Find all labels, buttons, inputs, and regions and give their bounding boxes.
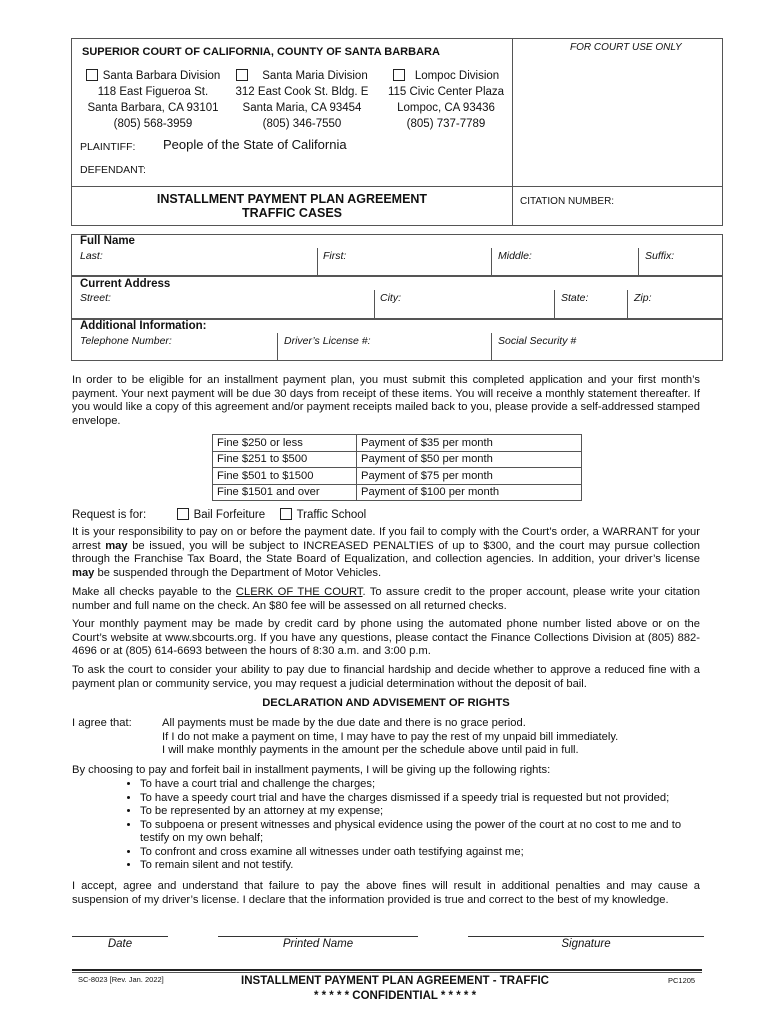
declaration-heading: DECLARATION AND ADVISEMENT OF RIGHTS [262,697,510,709]
agree-label: I agree that: [72,717,132,729]
cell: Payment of $100 per month [357,484,582,501]
divider [627,290,628,319]
fine-schedule-table [212,434,582,501]
cell: Fine $501 to $1500 [213,468,357,485]
state-field[interactable]: State: [561,292,589,304]
plaintiff-label: PLAINTIFF: [80,141,136,153]
form-id: SC-8023 [Rev. Jan. 2022] [78,975,164,984]
text: Make all checks payable to the [72,586,236,598]
form-title: INSTALLMENT PAYMENT PLAN AGREEMENT TRAFFIC CASES [156,192,428,220]
middle-name-field[interactable]: Middle: [498,250,532,262]
city-field[interactable]: City: [380,292,401,304]
text: . To assure credit to the proper account, please write your citation number and full name on the check. An $80 fee will be assessed on all returned checks. [72,586,700,612]
list-item: • To confront and cross examine all witnesses under oath testifying against me; [140,846,700,860]
divider [277,333,278,361]
text: may [72,566,95,579]
ssn-field[interactable]: Social Security # [498,335,577,347]
first-name-field[interactable]: First: [323,250,347,262]
signature-line[interactable] [468,936,704,937]
text: may [105,539,128,552]
divider [491,248,492,276]
hardship-paragraph: To ask the court to consider your ability to pay due to financial hardship and decide whether to approve a reduced fine with a payment plan or community service, you may request a judicial determination without the deposit of bail. [72,664,700,690]
list-item: • To have a speedy court trial and have the charges dismissed if a speedy trial is requested but not provided; [140,792,700,806]
street-field[interactable]: Street: [80,292,111,304]
agree-list [162,717,702,758]
divider [317,248,318,276]
footer-confidential: * * * * * CONFIDENTIAL * * * * * [313,990,477,1002]
printed-name-line[interactable] [218,936,418,937]
suffix-field[interactable]: Suffix: [645,250,675,262]
request-label: Request is for: [72,509,147,521]
divider [638,248,639,276]
lompoc-checkbox[interactable] [393,69,405,81]
footer-code: PC1205 [668,976,696,985]
court-use-divider [512,38,513,226]
text: be suspended through the Department of Motor Vehicles. [94,566,382,579]
santa-maria-checkbox[interactable] [236,69,248,81]
agree-item: I will make monthly payments in the amount per the schedule above until paid in full. [162,744,579,756]
cell: Fine $1501 and over [213,484,357,501]
signature-label: Signature [561,938,611,950]
table-row [213,451,582,468]
list-item: • To be represented by an attorney at my expense; [140,805,700,819]
division-santa-maria: Santa Maria Division 312 East Cook St. Bldg. E Santa Maria, CA 93454 (805) 346-7550 [235,70,369,130]
telephone-field[interactable]: Telephone Number: [80,335,172,347]
bail-forfeiture-label: Bail Forfeiture [193,509,266,521]
division-santa-barbara: Santa Barbara Division 118 East Figueroa St. Santa Barbara, CA 93101 (805) 568-3959 [87,70,221,130]
footer-line-2 [72,972,702,973]
checks-paragraph [72,586,700,613]
text: CLERK OF THE COURT [235,586,363,598]
footer-title: INSTALLMENT PAYMENT PLAN AGREEMENT - TRAFFIC [241,975,549,987]
footer-line-1 [72,969,702,971]
intro-paragraph: In order to be eligible for an installment payment plan, you must submit this completed application and your first month’s payment. Your next payment will be due 30 days from receipt of these items. You will receive a monthly statement thereafter. If you would like a copy of this agreement and/or payment receipts mailed back to you, please provide a self-addressed stamped envelope. [72,374,700,427]
rights-intro: By choosing to pay and forfeit bail in installment payments, I will be giving up the following rights: [72,764,551,776]
list-item: • To remain silent and not testify. [140,859,700,873]
full-name-section [71,234,723,276]
court-title: SUPERIOR COURT OF CALIFORNIA, COUNTY OF SANTA BARBARA [82,46,440,58]
responsibility-paragraph [72,526,700,580]
printed-name-label: Printed Name [282,938,354,950]
list-item: • To subpoena or present witnesses and physical evidence using the power of the court at no cost to me and to testify on my own behalf; [140,819,700,846]
zip-field[interactable]: Zip: [634,292,652,304]
text: be issued, you will be subject to INCREASED PENALTIES of up to $300, and the court may pursue collection through the Franchise Tax Board, the State Board of Equalization, and collection agencies. In addition, your driver’s license [72,539,700,565]
citation-number-label[interactable]: CITATION NUMBER: [520,196,615,207]
traffic-school-label: Traffic School [296,509,367,521]
list-item: • To have a court trial and challenge the charges; [140,778,700,792]
defendant-divider [71,186,513,187]
agree-item: All payments must be made by the due date and there is no grace period. [162,717,526,729]
acceptance-paragraph: I accept, agree and understand that failure to pay the above fines will result in additional penalties and may cause a suspension of my driver’s license. I declare that the information provided is true and correct to the best of my knowledge. [72,880,700,906]
traffic-school-checkbox[interactable] [280,508,292,520]
text: It is your responsibility to pay on or before the payment date. If you fail to comply with the Court’s order, a WARRANT for your arrest [72,526,700,552]
divider [554,290,555,319]
drivers-license-field[interactable]: Driver’s License #: [284,335,371,347]
cell: Fine $250 or less [213,435,357,452]
cell: Payment of $35 per month [357,435,582,452]
plaintiff-value[interactable]: People of the State of California [163,137,347,152]
date-label: Date [107,938,133,950]
division-lompoc: Lompoc Division 115 Civic Center Plaza Lompoc, CA 93436 (805) 737-7789 [387,70,505,130]
date-line[interactable] [72,936,168,937]
table-row [213,435,582,452]
bail-forfeiture-checkbox[interactable] [177,508,189,520]
cell: Payment of $75 per month [357,468,582,485]
divider [491,333,492,361]
phone-payment-paragraph: Your monthly payment may be made by credit card by phone using the automated phone number listed above or on the Court’s website at www.sbcourts.org. If you have any questions, please contact the Finance Collections Division at (805) 882-4696 or at (805) 614-6693 between the hours of 8:30 a.m. and 3:00 p.m. [72,618,700,657]
cell: Payment of $50 per month [357,451,582,468]
request-row [72,508,366,521]
last-name-field[interactable]: Last: [80,250,103,262]
full-name-heading: Full Name [80,235,135,247]
additional-info-heading: Additional Information: [80,320,207,332]
santa-barbara-checkbox[interactable] [86,69,98,81]
court-use-label: FOR COURT USE ONLY [570,42,682,53]
rights-list [72,778,700,873]
divider [374,290,375,319]
table-row [213,484,582,501]
defendant-label: DEFENDANT: [80,164,146,176]
table-row [213,468,582,485]
address-heading: Current Address [80,278,171,290]
agree-item: If I do not make a payment on time, I may have to pay the rest of my unpaid bill immediately. [162,730,619,743]
citation-divider [512,186,723,187]
cell: Fine $251 to $500 [213,451,357,468]
